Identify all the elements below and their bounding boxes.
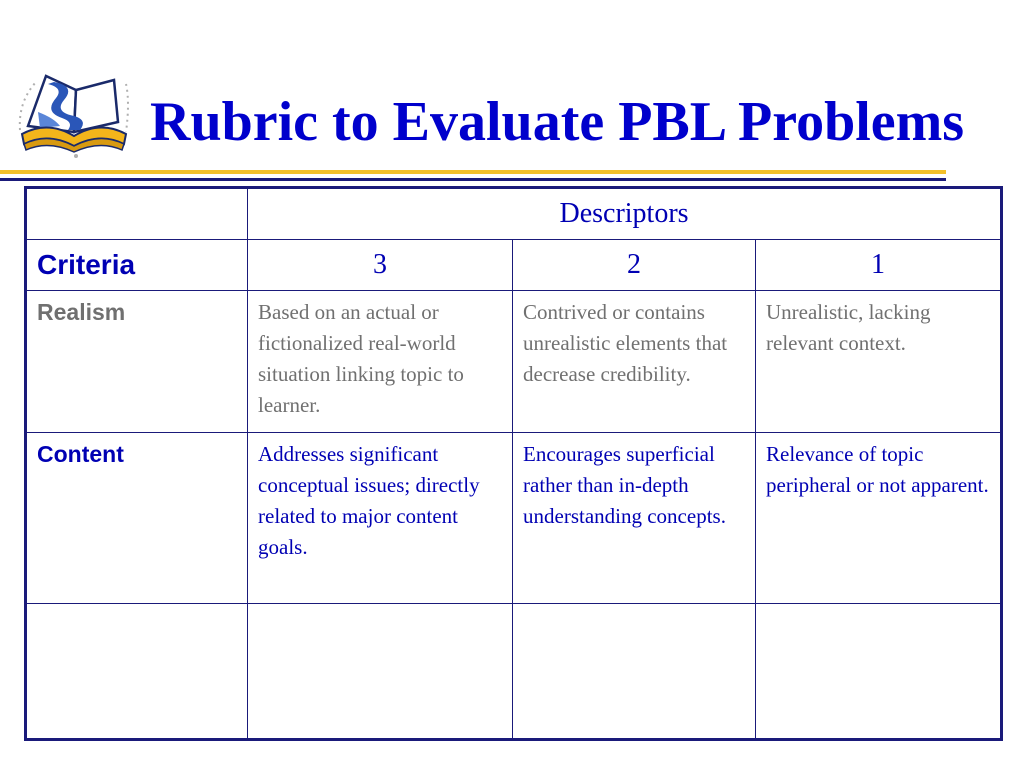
table-row <box>26 291 1002 433</box>
level-3-header: 3 <box>248 240 513 291</box>
rubric-table <box>24 186 1003 741</box>
empty-cell <box>26 604 248 740</box>
criterion-content: Content <box>26 433 248 604</box>
levels-header-row <box>26 240 1002 291</box>
realism-level-1: Unrealistic, lacking relevant context. <box>756 291 1002 433</box>
realism-level-3: Based on an actual or fictionalized real-world situation linking topic to learner. <box>248 291 513 433</box>
level-2-header: 2 <box>513 240 756 291</box>
title-underline-navy <box>0 178 946 181</box>
open-book-icon <box>14 72 132 160</box>
empty-cell <box>248 604 513 740</box>
page-title: Rubric to Evaluate PBL Problems <box>150 91 965 153</box>
content-level-1: Relevance of topic peripheral or not apparent. <box>756 433 1002 604</box>
criterion-realism: Realism <box>26 291 248 433</box>
empty-corner-cell <box>26 188 248 240</box>
empty-cell <box>513 604 756 740</box>
content-level-2: Encourages superficial rather than in-depth understanding concepts. <box>513 433 756 604</box>
table-row <box>26 433 1002 604</box>
descriptors-header-row <box>26 188 1002 240</box>
empty-cell <box>756 604 1002 740</box>
content-level-3: Addresses significant conceptual issues; directly related to major content goals. <box>248 433 513 604</box>
level-1-header: 1 <box>756 240 1002 291</box>
title-underline-gold <box>0 170 946 174</box>
criteria-header: Criteria <box>26 240 248 291</box>
descriptors-header: Descriptors <box>248 188 1002 240</box>
empty-table-row <box>26 604 1002 740</box>
realism-level-2: Contrived or contains unrealistic elements that decrease credibility. <box>513 291 756 433</box>
